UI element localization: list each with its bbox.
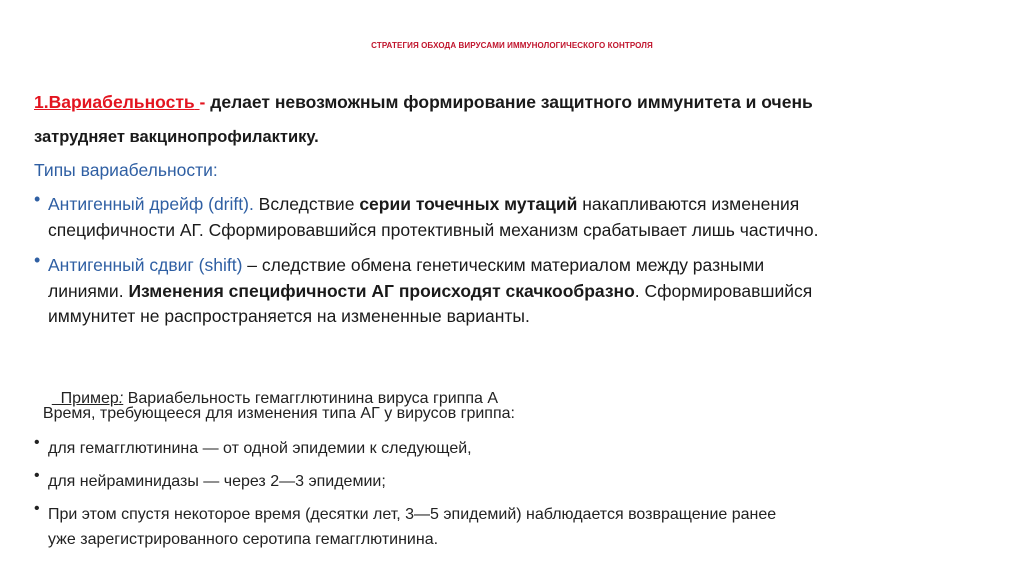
list-item: для гемагглютинина — от одной эпидемии к следующей,: [48, 440, 472, 457]
shift-line-1: [48, 252, 764, 278]
intro-line-2: затрудняет вакцинопрофилактику.: [34, 128, 319, 146]
list-item-continuation: уже зарегистрированного серотипа гемагглютинина.: [48, 531, 439, 548]
shift-text-a: – следствие обмена генетическим материалом между разными: [242, 255, 765, 275]
drift-bold: серии точечных мутаций: [359, 194, 578, 214]
bullet-icon: •: [34, 250, 41, 270]
drift-label: Антигенный дрейф (drift).: [48, 194, 254, 214]
list-item: для нейраминидазы — через 2—3 эпидемии;: [48, 473, 386, 490]
example-lead: Пример: [51, 390, 119, 407]
types-heading: Типы вариабельности:: [34, 160, 218, 180]
shift-bold: Изменения специфичности АГ происходят скачкообразно: [128, 281, 635, 301]
bullet-icon: •: [34, 434, 40, 451]
bullet-icon: •: [34, 467, 40, 484]
intro-text-1: делает невозможным формирование защитного иммунитета и очень: [205, 92, 813, 112]
drift-text-b: накапливаются изменения: [577, 194, 800, 214]
shift-label: Антигенный сдвиг (shift): [48, 255, 243, 275]
time-line: Время, требующееся для изменения типа АГ у вирусов гриппа:: [34, 405, 515, 422]
bullet-icon: •: [34, 500, 40, 517]
variability-heading: 1.Вариабельность: [34, 92, 195, 112]
drift-line-1: [48, 191, 799, 217]
shift-text-c: . Сформировавшийся: [634, 281, 813, 301]
slide-title: СТРАТЕГИЯ ОБХОДА ВИРУСАМИ ИММУНОЛОГИЧЕСКОГО КОНТРОЛЯ: [371, 41, 653, 50]
example-text: Вариабельность гемагглютинина вируса гриппа А: [123, 390, 499, 407]
heading-dash: -: [199, 92, 206, 112]
shift-text-b: линиями.: [48, 281, 129, 301]
shift-line-3: иммунитет не распространяется на измененные варианты.: [48, 306, 530, 326]
drift-line-2: специфичности АГ. Сформировавшийся протективный механизм срабатывает лишь частично.: [48, 220, 819, 240]
bullet-icon: •: [34, 189, 41, 209]
drift-text-a: Вследствие: [253, 194, 360, 214]
example-colon: :: [118, 390, 124, 407]
intro-line-1: [34, 92, 813, 113]
list-item: При этом спустя некоторое время (десятки лет, 3—5 эпидемий) наблюдается возвращение ранее: [48, 506, 777, 523]
shift-line-2: [48, 278, 812, 304]
